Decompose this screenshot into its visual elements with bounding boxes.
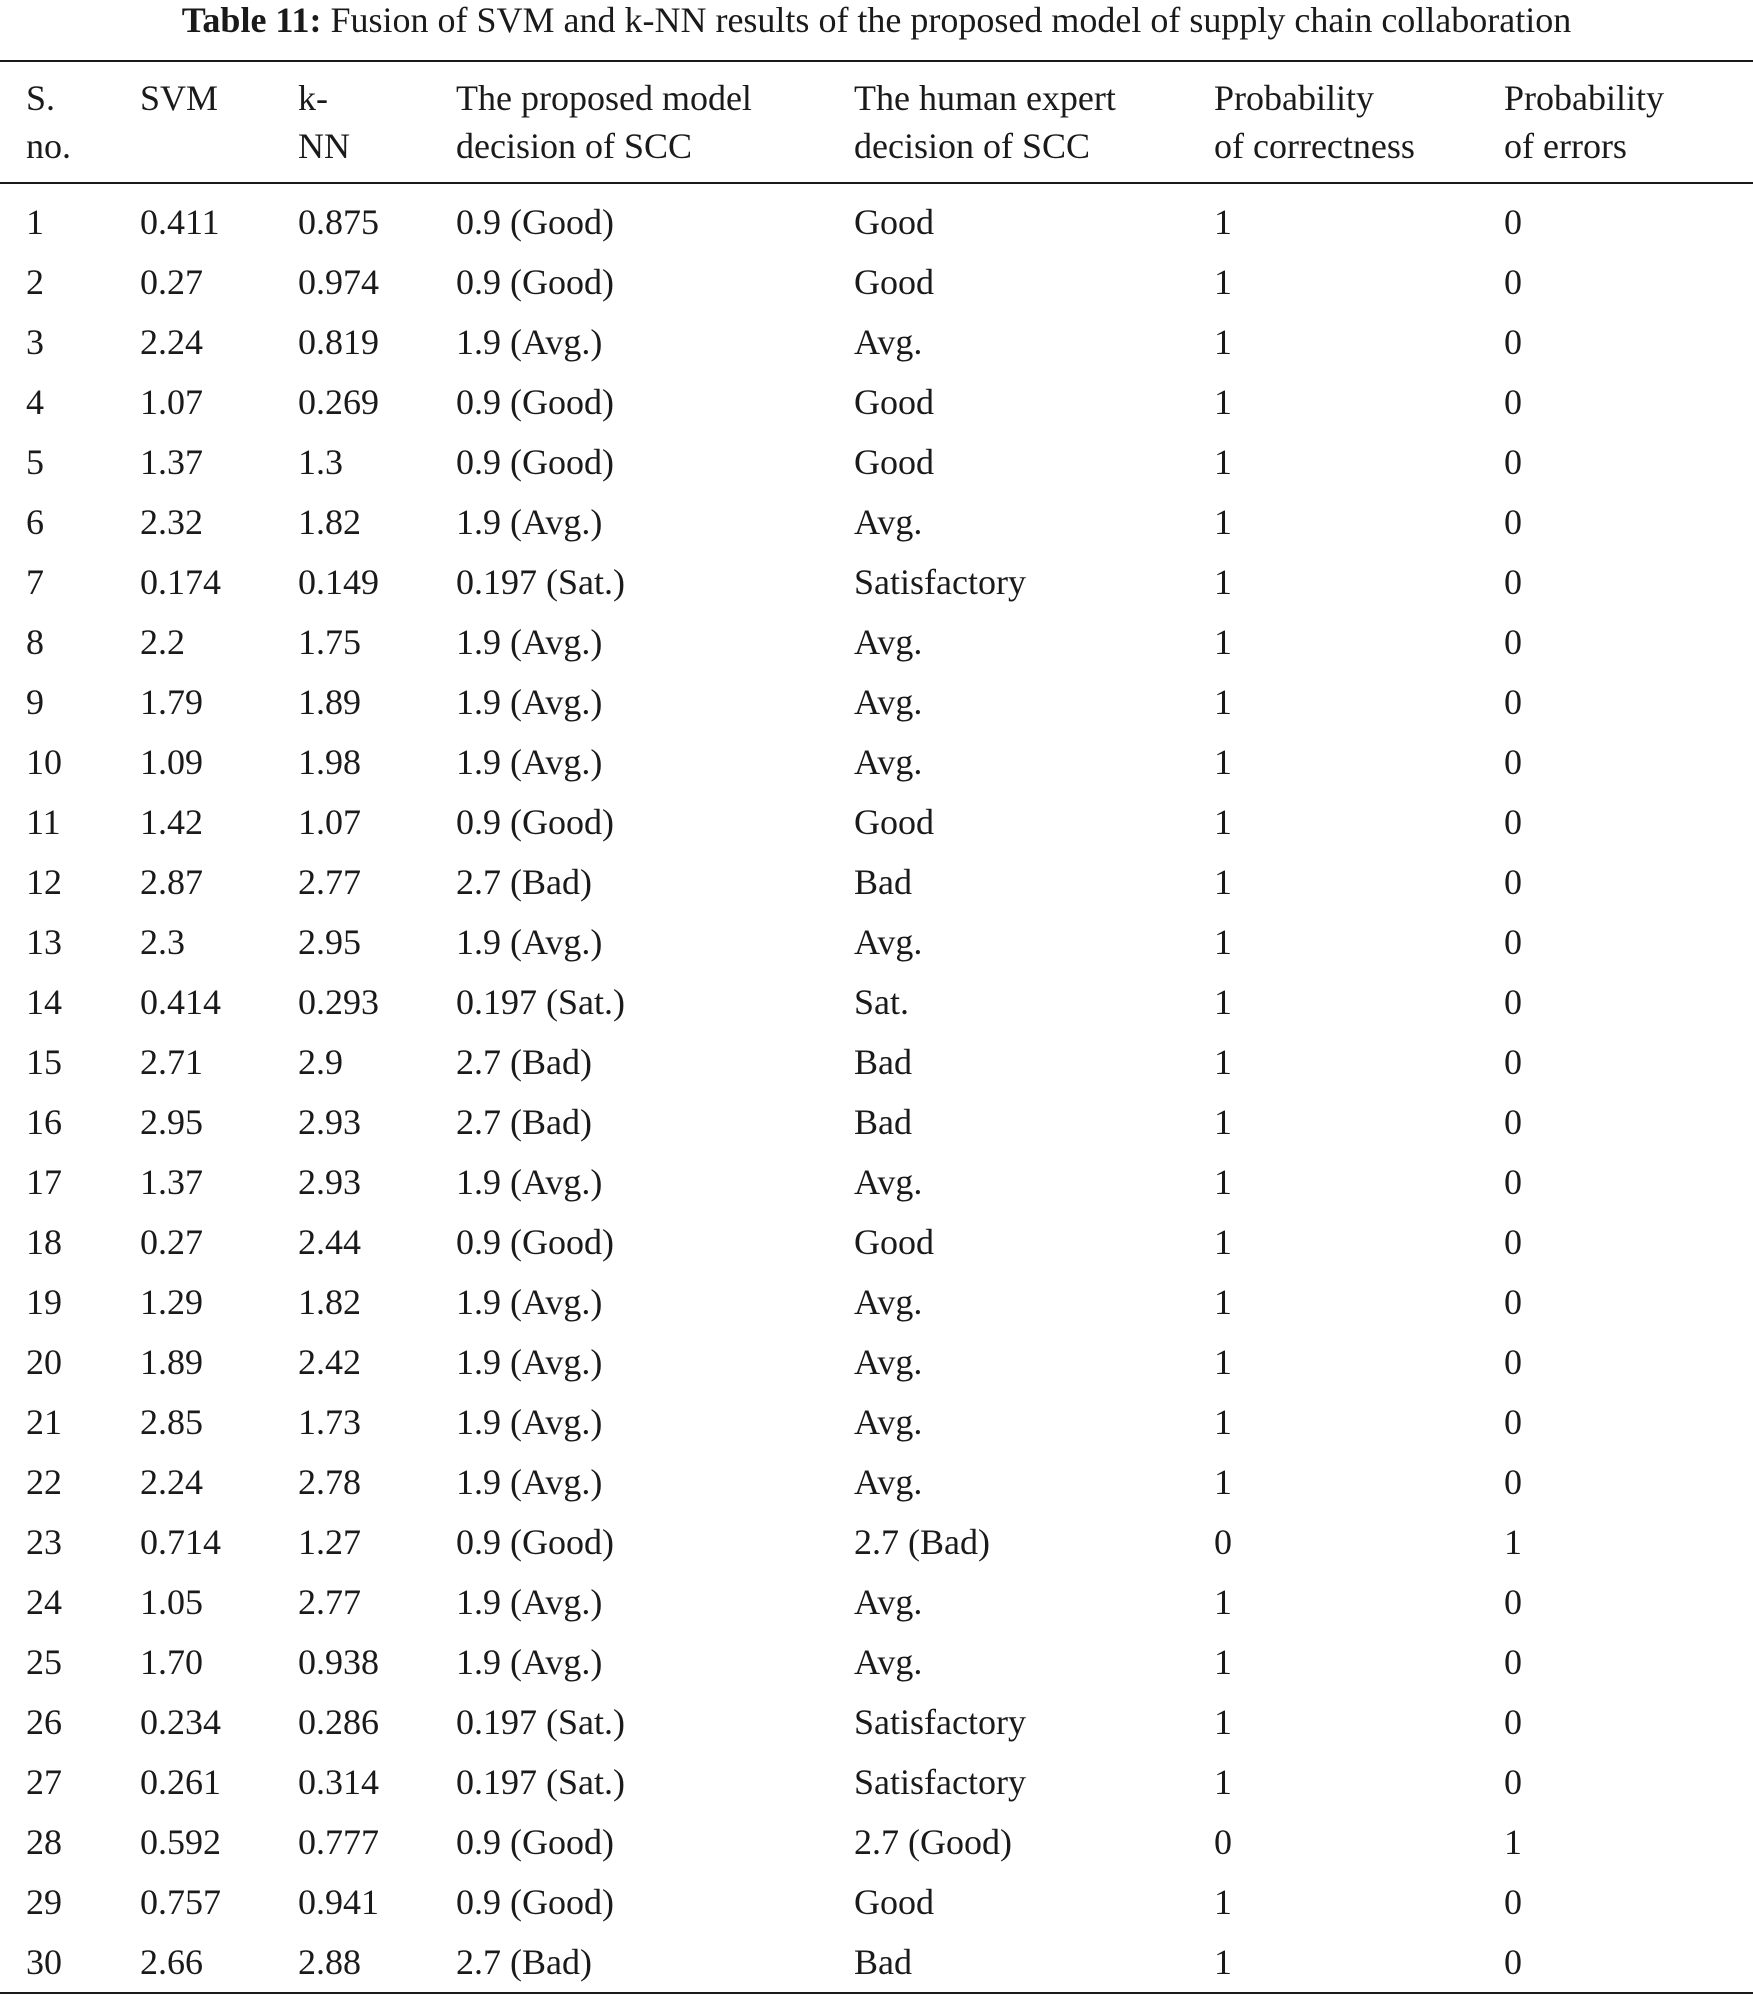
table-row <box>0 1692 1753 1752</box>
svm-cell: 2.2 <box>140 622 185 662</box>
probability-errors-cell: 0 <box>1504 1222 1522 1262</box>
model-decision-cell: 2.7 (Bad) <box>456 862 592 902</box>
probability-errors-cell: 0 <box>1504 1582 1522 1622</box>
header-line: Probability <box>1214 78 1374 118</box>
table-header <box>0 61 1753 183</box>
expert-decision-cell: Satisfactory <box>854 1702 1026 1742</box>
expert-decision-cell: Good <box>854 202 934 242</box>
header-line: SVM <box>140 78 219 118</box>
s-no-cell: 12 <box>26 862 62 902</box>
s-no-cell: 29 <box>26 1882 62 1922</box>
svm-cell: 0.414 <box>140 982 221 1022</box>
probability-errors-cell: 0 <box>1504 442 1522 482</box>
table-row <box>0 1272 1753 1332</box>
table-row <box>0 1392 1753 1452</box>
model-decision-cell: 1.9 (Avg.) <box>456 622 603 662</box>
expert-decision-cell: Avg. <box>854 622 923 662</box>
model-decision-cell: 0.9 (Good) <box>456 802 614 842</box>
s-no-cell: 18 <box>26 1222 62 1262</box>
header-line: decision of SCC <box>854 126 1091 166</box>
probability-correctness-cell: 1 <box>1214 262 1232 302</box>
table-row <box>0 1032 1753 1092</box>
svm-cell: 1.37 <box>140 1162 203 1202</box>
header-line: of errors <box>1504 126 1627 166</box>
model-decision-cell: 0.197 (Sat.) <box>456 562 625 602</box>
table-row <box>0 1452 1753 1512</box>
knn-cell: 0.149 <box>298 562 379 602</box>
probability-errors-cell: 0 <box>1504 202 1522 242</box>
table-row <box>0 912 1753 972</box>
model-decision-cell: 0.197 (Sat.) <box>456 982 625 1022</box>
svm-cell: 2.85 <box>140 1402 203 1442</box>
svm-cell: 0.174 <box>140 562 221 602</box>
svm-cell: 0.411 <box>140 202 220 242</box>
knn-cell: 1.89 <box>298 682 361 722</box>
knn-cell: 0.875 <box>298 202 379 242</box>
s-no-cell: 9 <box>26 682 44 722</box>
table-row <box>0 1092 1753 1152</box>
table-row <box>0 1812 1753 1872</box>
knn-cell: 0.777 <box>298 1822 379 1862</box>
s-no-cell: 11 <box>26 802 61 842</box>
s-no-cell: 1 <box>26 202 44 242</box>
probability-errors-cell: 0 <box>1504 322 1522 362</box>
probability-errors-cell: 0 <box>1504 1102 1522 1142</box>
probability-errors-cell: 0 <box>1504 1162 1522 1202</box>
table-row <box>0 1212 1753 1272</box>
table-row <box>0 552 1753 612</box>
s-no-cell: 5 <box>26 442 44 482</box>
expert-decision-cell: Good <box>854 262 934 302</box>
svm-cell: 0.757 <box>140 1882 221 1922</box>
probability-correctness-cell: 1 <box>1214 1462 1232 1502</box>
model-decision-cell: 1.9 (Avg.) <box>456 1282 603 1322</box>
knn-cell: 1.82 <box>298 502 361 542</box>
probability-correctness-cell: 1 <box>1214 622 1232 662</box>
svm-cell: 1.79 <box>140 682 203 722</box>
expert-decision-cell: Good <box>854 382 934 422</box>
s-no-cell: 23 <box>26 1522 62 1562</box>
table-row <box>0 1632 1753 1692</box>
expert-decision-cell: Good <box>854 1222 934 1262</box>
probability-correctness-cell: 1 <box>1214 1402 1232 1442</box>
svm-cell: 1.89 <box>140 1342 203 1382</box>
knn-cell: 1.27 <box>298 1522 361 1562</box>
model-decision-cell: 1.9 (Avg.) <box>456 742 603 782</box>
probability-errors-cell: 0 <box>1504 622 1522 662</box>
results-table <box>0 60 1753 1994</box>
svm-cell: 2.71 <box>140 1042 203 1082</box>
knn-cell: 0.314 <box>298 1762 379 1802</box>
probability-errors-cell: 0 <box>1504 862 1522 902</box>
column-header-model-decision <box>430 61 828 183</box>
model-decision-cell: 0.9 (Good) <box>456 1522 614 1562</box>
svm-cell: 2.24 <box>140 322 203 362</box>
probability-correctness-cell: 0 <box>1214 1522 1232 1562</box>
s-no-cell: 2 <box>26 262 44 302</box>
model-decision-cell: 1.9 (Avg.) <box>456 1342 603 1382</box>
probability-errors-cell: 1 <box>1504 1822 1522 1862</box>
knn-cell: 1.07 <box>298 802 361 842</box>
expert-decision-cell: 2.7 (Good) <box>854 1822 1012 1862</box>
table-row <box>0 672 1753 732</box>
s-no-cell: 21 <box>26 1402 62 1442</box>
probability-correctness-cell: 1 <box>1214 1642 1232 1682</box>
knn-cell: 0.941 <box>298 1882 379 1922</box>
model-decision-cell: 0.197 (Sat.) <box>456 1702 625 1742</box>
svm-cell: 1.29 <box>140 1282 203 1322</box>
model-decision-cell: 0.9 (Good) <box>456 1222 614 1262</box>
probability-errors-cell: 0 <box>1504 382 1522 422</box>
svm-cell: 0.261 <box>140 1762 221 1802</box>
knn-cell: 2.93 <box>298 1102 361 1142</box>
probability-errors-cell: 0 <box>1504 1882 1522 1922</box>
model-decision-cell: 0.9 (Good) <box>456 1882 614 1922</box>
probability-correctness-cell: 1 <box>1214 502 1232 542</box>
header-line: The proposed model <box>456 78 752 118</box>
probability-correctness-cell: 1 <box>1214 1282 1232 1322</box>
s-no-cell: 17 <box>26 1162 62 1202</box>
s-no-cell: 25 <box>26 1642 62 1682</box>
probability-correctness-cell: 1 <box>1214 1942 1232 1982</box>
probability-errors-cell: 0 <box>1504 682 1522 722</box>
svm-cell: 0.592 <box>140 1822 221 1862</box>
svm-cell: 2.32 <box>140 502 203 542</box>
expert-decision-cell: Satisfactory <box>854 562 1026 602</box>
knn-cell: 2.93 <box>298 1162 361 1202</box>
expert-decision-cell: Good <box>854 442 934 482</box>
expert-decision-cell: Bad <box>854 1042 912 1082</box>
s-no-cell: 6 <box>26 502 44 542</box>
model-decision-cell: 1.9 (Avg.) <box>456 322 603 362</box>
probability-correctness-cell: 1 <box>1214 1162 1232 1202</box>
expert-decision-cell: Avg. <box>854 1402 923 1442</box>
probability-errors-cell: 0 <box>1504 1282 1522 1322</box>
s-no-cell: 4 <box>26 382 44 422</box>
header-row <box>0 61 1753 183</box>
svm-cell: 1.09 <box>140 742 203 782</box>
knn-cell: 1.3 <box>298 442 343 482</box>
knn-cell: 2.77 <box>298 1582 361 1622</box>
s-no-cell: 7 <box>26 562 44 602</box>
model-decision-cell: 0.9 (Good) <box>456 1822 614 1862</box>
svm-cell: 1.05 <box>140 1582 203 1622</box>
header-line: decision of SCC <box>456 126 693 166</box>
header-line: The human expert <box>854 78 1116 118</box>
table-row <box>0 1332 1753 1392</box>
probability-correctness-cell: 1 <box>1214 382 1232 422</box>
model-decision-cell: 1.9 (Avg.) <box>456 922 603 962</box>
svm-cell: 2.3 <box>140 922 185 962</box>
expert-decision-cell: 2.7 (Bad) <box>854 1522 990 1562</box>
expert-decision-cell: Avg. <box>854 502 923 542</box>
expert-decision-cell: Avg. <box>854 322 923 362</box>
probability-correctness-cell: 0 <box>1214 1822 1232 1862</box>
table-row <box>0 492 1753 552</box>
model-decision-cell: 1.9 (Avg.) <box>456 1162 603 1202</box>
probability-correctness-cell: 1 <box>1214 1042 1232 1082</box>
table-row <box>0 792 1753 852</box>
s-no-cell: 24 <box>26 1582 62 1622</box>
expert-decision-cell: Avg. <box>854 1462 923 1502</box>
svm-cell: 1.07 <box>140 382 203 422</box>
probability-errors-cell: 0 <box>1504 1462 1522 1502</box>
expert-decision-cell: Avg. <box>854 1162 923 1202</box>
probability-correctness-cell: 1 <box>1214 202 1232 242</box>
header-line: Probability <box>1504 78 1664 118</box>
header-line: no. <box>26 126 71 166</box>
knn-cell: 2.42 <box>298 1342 361 1382</box>
model-decision-cell: 2.7 (Bad) <box>456 1042 592 1082</box>
probability-correctness-cell: 1 <box>1214 982 1232 1022</box>
knn-cell: 0.269 <box>298 382 379 422</box>
probability-correctness-cell: 1 <box>1214 442 1232 482</box>
s-no-cell: 10 <box>26 742 62 782</box>
svm-cell: 1.37 <box>140 442 203 482</box>
svm-cell: 2.66 <box>140 1942 203 1982</box>
probability-correctness-cell: 1 <box>1214 1342 1232 1382</box>
knn-cell: 1.98 <box>298 742 361 782</box>
probability-correctness-cell: 1 <box>1214 922 1232 962</box>
model-decision-cell: 0.9 (Good) <box>456 202 614 242</box>
table-row <box>0 1752 1753 1812</box>
svm-cell: 1.70 <box>140 1642 203 1682</box>
knn-cell: 0.974 <box>298 262 379 302</box>
model-decision-cell: 1.9 (Avg.) <box>456 1642 603 1682</box>
header-line: k- <box>298 78 328 118</box>
knn-cell: 2.77 <box>298 862 361 902</box>
model-decision-cell: 1.9 (Avg.) <box>456 682 603 722</box>
svm-cell: 1.42 <box>140 802 203 842</box>
probability-errors-cell: 0 <box>1504 1402 1522 1442</box>
knn-cell: 1.82 <box>298 1282 361 1322</box>
column-header-probability-correctness <box>1188 61 1478 183</box>
table-label: Table 11: <box>181 0 322 40</box>
model-decision-cell: 1.9 (Avg.) <box>456 1582 603 1622</box>
probability-errors-cell: 0 <box>1504 982 1522 1022</box>
probability-correctness-cell: 1 <box>1214 682 1232 722</box>
s-no-cell: 30 <box>26 1942 62 1982</box>
table-row <box>0 1572 1753 1632</box>
s-no-cell: 8 <box>26 622 44 662</box>
knn-cell: 2.88 <box>298 1942 361 1982</box>
probability-correctness-cell: 1 <box>1214 562 1232 602</box>
expert-decision-cell: Sat. <box>854 982 910 1022</box>
probability-errors-cell: 1 <box>1504 1522 1522 1562</box>
expert-decision-cell: Bad <box>854 1102 912 1142</box>
probability-errors-cell: 0 <box>1504 922 1522 962</box>
knn-cell: 2.9 <box>298 1042 343 1082</box>
expert-decision-cell: Avg. <box>854 682 923 722</box>
header-line: S. <box>26 78 56 118</box>
s-no-cell: 26 <box>26 1702 62 1742</box>
knn-cell: 0.293 <box>298 982 379 1022</box>
expert-decision-cell: Avg. <box>854 922 923 962</box>
expert-decision-cell: Satisfactory <box>854 1762 1026 1802</box>
probability-correctness-cell: 1 <box>1214 742 1232 782</box>
knn-cell: 2.78 <box>298 1462 361 1502</box>
model-decision-cell: 2.7 (Bad) <box>456 1102 592 1142</box>
svm-cell: 2.87 <box>140 862 203 902</box>
table-body <box>0 183 1753 1993</box>
table-caption-text: Fusion of SVM and k-NN results of the proposed model of supply chain collaboration <box>330 0 1572 40</box>
column-header-knn <box>272 61 430 183</box>
probability-errors-cell: 0 <box>1504 562 1522 602</box>
expert-decision-cell: Avg. <box>854 1642 923 1682</box>
probability-correctness-cell: 1 <box>1214 862 1232 902</box>
table-row <box>0 1872 1753 1932</box>
expert-decision-cell: Bad <box>854 862 912 902</box>
model-decision-cell: 1.9 (Avg.) <box>456 502 603 542</box>
model-decision-cell: 0.9 (Good) <box>456 262 614 302</box>
header-line: NN <box>298 126 350 166</box>
s-no-cell: 20 <box>26 1342 62 1382</box>
expert-decision-cell: Avg. <box>854 742 923 782</box>
expert-decision-cell: Good <box>854 802 934 842</box>
s-no-cell: 15 <box>26 1042 62 1082</box>
knn-cell: 2.44 <box>298 1222 361 1262</box>
table-row <box>0 432 1753 492</box>
s-no-cell: 16 <box>26 1102 62 1142</box>
knn-cell: 1.75 <box>298 622 361 662</box>
probability-correctness-cell: 1 <box>1214 802 1232 842</box>
column-header-svm <box>114 61 272 183</box>
table-row <box>0 252 1753 312</box>
expert-decision-cell: Avg. <box>854 1342 923 1382</box>
knn-cell: 0.819 <box>298 322 379 362</box>
probability-errors-cell: 0 <box>1504 1342 1522 1382</box>
header-line: of correctness <box>1214 126 1415 166</box>
expert-decision-cell: Good <box>854 1882 934 1922</box>
s-no-cell: 14 <box>26 982 62 1022</box>
probability-errors-cell: 0 <box>1504 262 1522 302</box>
s-no-cell: 28 <box>26 1822 62 1862</box>
model-decision-cell: 1.9 (Avg.) <box>456 1462 603 1502</box>
model-decision-cell: 0.9 (Good) <box>456 382 614 422</box>
table-row <box>0 312 1753 372</box>
expert-decision-cell: Avg. <box>854 1282 923 1322</box>
model-decision-cell: 1.9 (Avg.) <box>456 1402 603 1442</box>
s-no-cell: 22 <box>26 1462 62 1502</box>
probability-correctness-cell: 1 <box>1214 1102 1232 1142</box>
table-row <box>0 372 1753 432</box>
table-row <box>0 1512 1753 1572</box>
probability-correctness-cell: 1 <box>1214 1702 1232 1742</box>
probability-errors-cell: 0 <box>1504 1702 1522 1742</box>
s-no-cell: 19 <box>26 1282 62 1322</box>
probability-correctness-cell: 1 <box>1214 322 1232 362</box>
table-row <box>0 972 1753 1032</box>
knn-cell: 0.286 <box>298 1702 379 1742</box>
probability-errors-cell: 0 <box>1504 1942 1522 1982</box>
table-row <box>0 183 1753 252</box>
svm-cell: 2.95 <box>140 1102 203 1142</box>
table-row <box>0 1932 1753 1993</box>
svm-cell: 0.27 <box>140 1222 203 1262</box>
probability-errors-cell: 0 <box>1504 502 1522 542</box>
model-decision-cell: 0.9 (Good) <box>456 442 614 482</box>
probability-errors-cell: 0 <box>1504 742 1522 782</box>
probability-correctness-cell: 1 <box>1214 1222 1232 1262</box>
table-row <box>0 1152 1753 1212</box>
s-no-cell: 27 <box>26 1762 62 1802</box>
table-caption <box>0 0 1753 40</box>
table-row <box>0 852 1753 912</box>
model-decision-cell: 2.7 (Bad) <box>456 1942 592 1982</box>
s-no-cell: 3 <box>26 322 44 362</box>
probability-errors-cell: 0 <box>1504 1762 1522 1802</box>
model-decision-cell: 0.197 (Sat.) <box>456 1762 625 1802</box>
expert-decision-cell: Avg. <box>854 1582 923 1622</box>
knn-cell: 2.95 <box>298 922 361 962</box>
s-no-cell: 13 <box>26 922 62 962</box>
svm-cell: 0.234 <box>140 1702 221 1742</box>
probability-errors-cell: 0 <box>1504 1042 1522 1082</box>
probability-errors-cell: 0 <box>1504 802 1522 842</box>
table-row <box>0 732 1753 792</box>
probability-errors-cell: 0 <box>1504 1642 1522 1682</box>
table-row <box>0 612 1753 672</box>
svm-cell: 2.24 <box>140 1462 203 1502</box>
column-header-s-no <box>0 61 114 183</box>
probability-correctness-cell: 1 <box>1214 1762 1232 1802</box>
knn-cell: 1.73 <box>298 1402 361 1442</box>
expert-decision-cell: Bad <box>854 1942 912 1982</box>
column-header-expert-decision <box>828 61 1188 183</box>
probability-correctness-cell: 1 <box>1214 1882 1232 1922</box>
svm-cell: 0.714 <box>140 1522 221 1562</box>
svm-cell: 0.27 <box>140 262 203 302</box>
probability-correctness-cell: 1 <box>1214 1582 1232 1622</box>
knn-cell: 0.938 <box>298 1642 379 1682</box>
column-header-probability-errors <box>1478 61 1753 183</box>
